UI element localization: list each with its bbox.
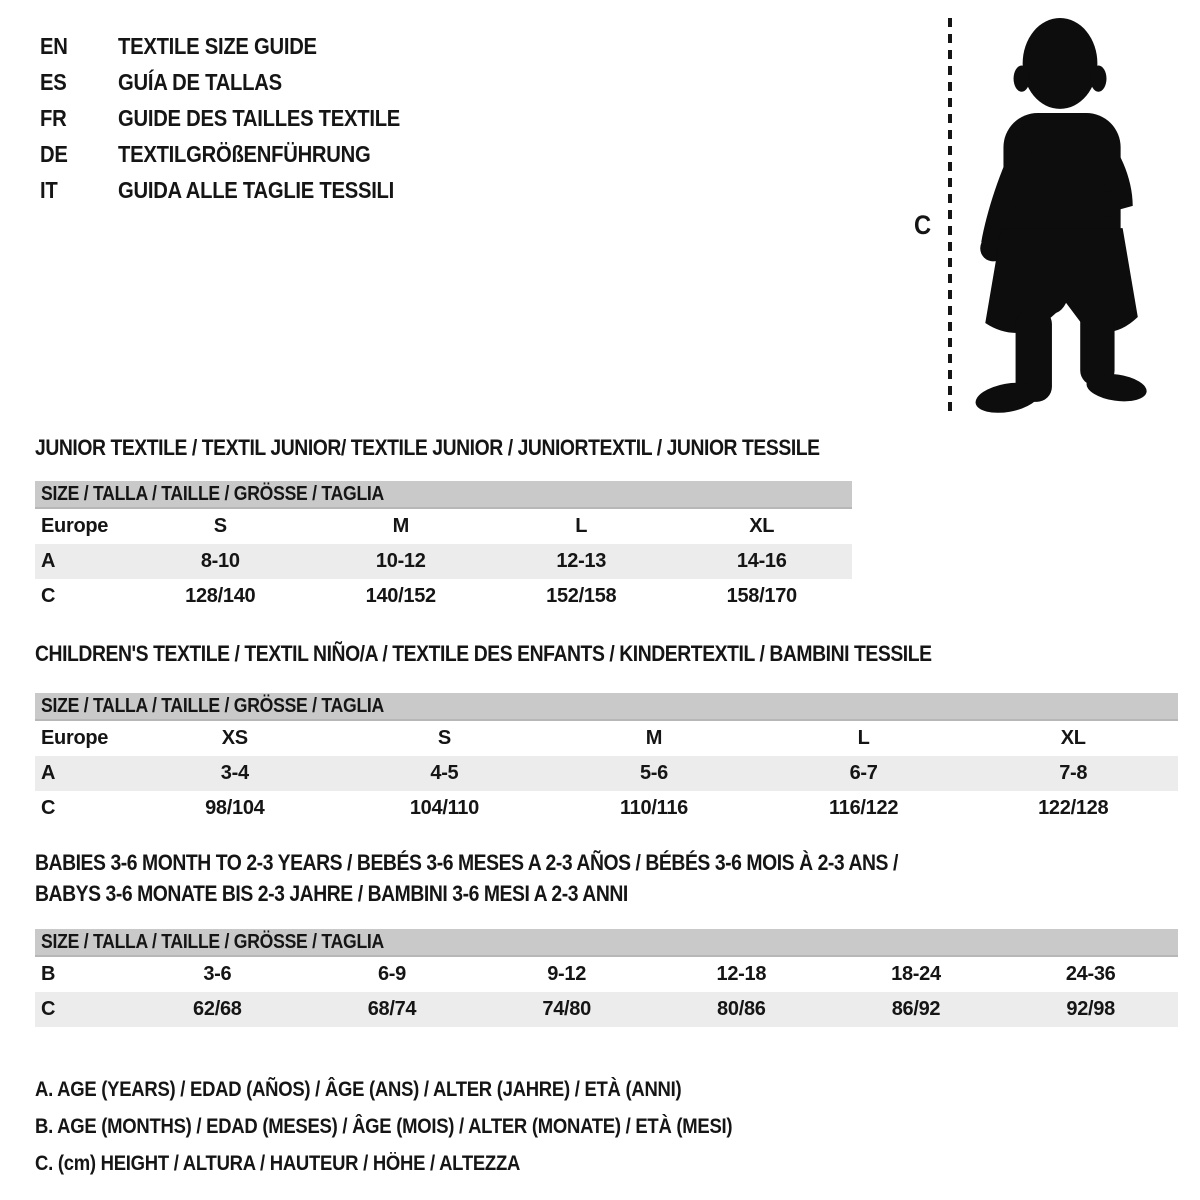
size-header-label: SIZE / TALLA / TAILLE / GRÖSSE / TAGLIA (41, 482, 385, 505)
language-code: IT (40, 176, 58, 203)
table-row-height (35, 791, 1178, 826)
size-header-label: SIZE / TALLA / TAILLE / GRÖSSE / TAGLIA (41, 694, 385, 717)
size-header-bar (35, 929, 1178, 957)
table-cell: 140/152 (365, 585, 436, 607)
table-cell: 18-24 (891, 963, 941, 985)
table-cell: 6-7 (849, 762, 878, 784)
legend-notes (35, 1071, 827, 1182)
row-label: C (41, 585, 56, 607)
note-age-months: B. AGE (MONTHS) / EDAD (MESES) / ÂGE (MOIS) / ALTER (MONATE) / ETÀ (MESI) (35, 1114, 733, 1138)
language-row (40, 172, 439, 208)
table-cell: 12-18 (716, 963, 767, 985)
children-size-table (35, 693, 1178, 826)
table-cell: 86/92 (891, 998, 941, 1020)
table-cell: M (645, 727, 663, 749)
language-row (40, 100, 439, 136)
table-row-height (35, 579, 852, 614)
babies-title-line2: BABYS 3-6 MONATE BIS 2-3 JAHRE / BAMBINI 3-6 MESI A 2-3 ANNI (35, 881, 628, 906)
babies-section-title (35, 851, 1016, 913)
table-cell: 158/170 (726, 585, 797, 607)
table-row-age-months (35, 957, 1178, 992)
table-cell: 104/110 (409, 797, 479, 819)
table-cell: S (213, 515, 227, 537)
table-cell: M (392, 515, 409, 537)
language-code: FR (40, 104, 67, 131)
table-cell: 10-12 (375, 550, 426, 572)
table-cell: 3-4 (220, 762, 249, 784)
table-cell: 24-36 (1065, 963, 1116, 985)
height-measure-label: C (914, 210, 931, 240)
language-title-list (40, 28, 439, 208)
table-cell: 92/98 (1066, 998, 1115, 1020)
table-cell: 68/74 (367, 998, 417, 1020)
language-row (40, 136, 439, 172)
table-cell: 62/68 (193, 998, 242, 1020)
babies-size-table (35, 929, 1178, 1027)
guide-title: GUÍA DE TALLAS (118, 68, 282, 95)
babies-title-line1: BABIES 3-6 MONTH TO 2-3 YEARS / BEBÉS 3-6 MESES A 2-3 AÑOS / BÉBÉS 3-6 MOIS À 2-3 ANS / (35, 850, 898, 875)
language-code: EN (40, 32, 68, 59)
guide-title: TEXTILGRÖßENFÜHRUNG (118, 140, 371, 167)
language-code: ES (40, 68, 67, 95)
children-section-title (35, 642, 1054, 665)
table-cell: 110/116 (619, 797, 688, 819)
note-height-cm: C. (cm) HEIGHT / ALTURA / HAUTEUR / HÖHE / ALTEZZA (35, 1151, 521, 1175)
note-age-years: A. AGE (YEARS) / EDAD (AÑOS) / ÂGE (ANS) / ALTER (JAHRE) / ETÀ (ANNI) (35, 1077, 682, 1101)
height-measure-dashed-line (948, 18, 952, 416)
table-cell: 128/140 (185, 585, 256, 607)
table-row-age (35, 544, 852, 579)
size-header-label: SIZE / TALLA / TAILLE / GRÖSSE / TAGLIA (41, 930, 385, 953)
junior-section-title (35, 436, 927, 459)
table-cell: 14-16 (736, 550, 787, 572)
row-label: A (41, 550, 56, 572)
table-cell: XL (1060, 727, 1086, 749)
table-cell: 9-12 (547, 963, 587, 985)
language-row (40, 28, 439, 64)
table-cell: 12-13 (556, 550, 607, 572)
table-cell: 116/122 (829, 797, 899, 819)
children-section-title-text: CHILDREN'S TEXTILE / TEXTIL NIÑO/A / TEXTILE DES ENFANTS / KINDERTEXTIL / BAMBINI TESSILE (35, 641, 932, 666)
table-row-europe (35, 509, 852, 544)
table-row-europe (35, 721, 1178, 756)
table-cell: 7-8 (1059, 762, 1088, 784)
table-row-age (35, 756, 1178, 791)
row-label: A (41, 762, 56, 784)
table-cell: XL (749, 515, 775, 537)
table-cell: L (857, 727, 870, 749)
guide-title: TEXTILE SIZE GUIDE (118, 32, 317, 59)
row-label: Europe (41, 515, 109, 537)
table-cell: S (437, 727, 451, 749)
table-cell: 5-6 (639, 762, 668, 784)
row-label: C (41, 998, 56, 1020)
size-header-bar (35, 693, 1178, 721)
table-cell: 74/80 (542, 998, 591, 1020)
table-cell: 6-9 (377, 963, 406, 985)
table-cell: 80/86 (717, 998, 766, 1020)
baby-silhouette-icon (966, 16, 1150, 420)
size-header-bar (35, 481, 852, 509)
table-cell: 4-5 (430, 762, 459, 784)
table-cell: 3-6 (203, 963, 232, 985)
table-row-height (35, 992, 1178, 1027)
table-cell: L (575, 515, 588, 537)
guide-title: GUIDE DES TAILLES TEXTILE (118, 104, 401, 131)
table-cell: 8-10 (200, 550, 240, 572)
junior-size-table (35, 481, 852, 614)
table-cell: 122/128 (1038, 797, 1109, 819)
table-cell: 152/158 (546, 585, 617, 607)
junior-section-title-text: JUNIOR TEXTILE / TEXTIL JUNIOR/ TEXTILE JUNIOR / JUNIORTEXTIL / JUNIOR TESSILE (35, 435, 820, 460)
guide-title: GUIDA ALLE TAGLIE TESSILI (118, 176, 395, 203)
row-label: B (41, 963, 56, 985)
row-label: C (41, 797, 56, 819)
language-code: DE (40, 140, 68, 167)
table-cell: 98/104 (205, 797, 265, 819)
table-cell: XS (221, 727, 248, 749)
row-label: Europe (41, 727, 109, 749)
language-row (40, 64, 439, 100)
